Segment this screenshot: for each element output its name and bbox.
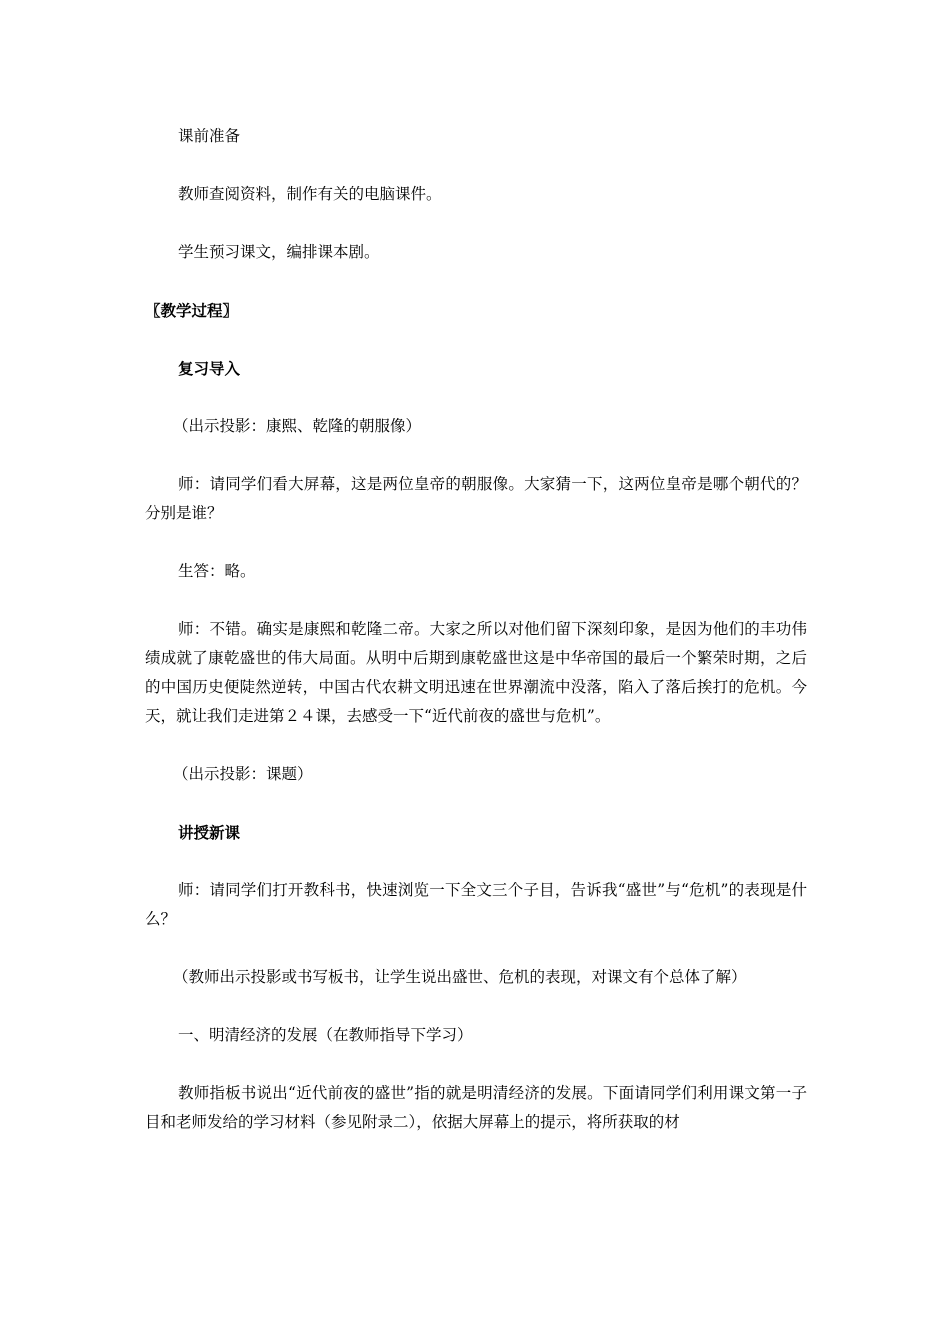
heading-teaching-process: 〖教学过程〗: [145, 301, 239, 320]
document-page: [145, 122, 807, 1166]
heading-section-1: 一、明清经济的发展（在教师指导下学习）: [178, 1026, 473, 1044]
paragraph-teacher-note: （教师出示投影或书写板书，让学生说出盛世、危机的表现，对课文有个总体了解）: [173, 968, 747, 986]
paragraph-student-answer-1: 生答：略。: [178, 562, 256, 580]
heading-new-lesson: 讲授新课: [178, 823, 241, 842]
paragraph-teacher-intro: 师：不错。确实是康熙和乾隆二帝。大家之所以对他们留下深刻印象，是因为他们的丰功伟绩成就了康乾盛世的伟大局面。从明中后期到康乾盛世这是中华帝国的最后一个繁荣时期，之后的中国历史便陡然逆转，中国古代农耕文明迅速在世界潮流中没落，陷入了落后挨打的危机。今天，就让我们走进第２４课，去感受一下“近代前夜的盛世与危机”。: [145, 620, 807, 725]
paragraph-teacher-question-1: 师：请同学们看大屏幕，这是两位皇帝的朝服像。大家猜一下，这两位皇帝是哪个朝代的？分别是谁？: [145, 475, 807, 522]
paragraph-projection-title: （出示投影：课题）: [173, 765, 313, 783]
paragraph-teacher-board: 教师指板书说出“近代前夜的盛世”指的就是明清经济的发展。下面请同学们利用课文第一子目和老师发给的学习材料（参见附录二），依据大屏幕上的提示，将所获取的材: [145, 1084, 807, 1131]
paragraph-prep-heading: 课前准备: [178, 127, 241, 145]
heading-review-intro: 复习导入: [178, 359, 241, 378]
paragraph-student-prep: 学生预习课文，编排课本剧。: [178, 243, 380, 261]
paragraph-teacher-question-2: 师：请同学们打开教科书，快速浏览一下全文三个子目，告诉我“盛世”与“危机”的表现是什么？: [145, 881, 807, 928]
paragraph-teacher-prep: 教师查阅资料，制作有关的电脑课件。: [178, 185, 442, 203]
paragraph-projection-portraits: （出示投影：康熙、乾隆的朝服像）: [173, 417, 422, 435]
